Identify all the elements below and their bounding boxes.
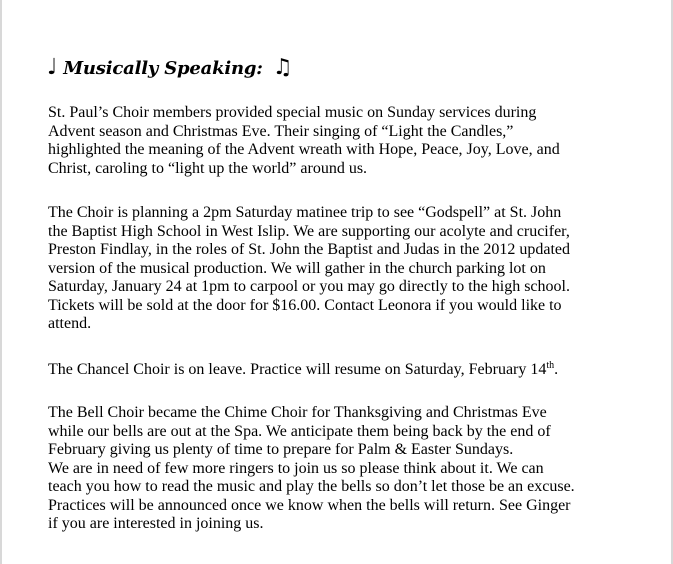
paragraph-bell-choir [48,404,648,534]
paragraph-advent-music [48,104,648,178]
text-line: February giving us plenty of time to prepare for Palm & Easter Sundays. [48,441,514,458]
paragraph-godspell-trip [48,204,648,334]
text-line: version of the musical production. We will gather in the church parking lot on [48,259,546,277]
chancel-end: . [554,361,559,378]
text-line: teach you how to read the music and play the bells so don’t let those be an excuse. [48,478,575,495]
beamed-notes-icon: ♫ [272,55,293,80]
text-line: St. Paul’s Choir members provided special music on Sunday services during [48,104,537,121]
section-title: Musically Speaking: [63,57,263,79]
text-line: The Choir is planning a 2pm Saturday matinee trip to see “Godspell” at St. John [48,204,562,221]
page-border-left [0,0,2,564]
text-line: Tickets will be sold at the door for $16.00. Contact Leonora if you would like to [48,296,562,314]
section-heading [47,54,292,82]
text-line: The Bell Choir became the Chime Choir for Thanksgiving and Christmas Eve [48,404,547,421]
text-line [48,361,648,380]
paragraph-chancel-choir [48,361,648,380]
text-line: We are in need of few more ringers to join us so please think about it. We can [48,459,544,477]
text-line: Christ, caroling to “light up the world” around us. [48,159,368,177]
quarter-note-icon: ♩ [47,55,58,80]
text-line: Preston Findlay, in the roles of St. John the Baptist and Judas in the 2012 updated [48,241,571,258]
text-line: Advent season and Christmas Eve. Their singing of “Light the Candles,” [48,122,514,140]
text-line: highlighted the meaning of the Advent wreath with Hope, Peace, Joy, Love, and [48,141,560,158]
text-line: Saturday, January 24 at 1pm to carpool or you may go directly to the high school. [48,278,570,295]
text-line: if you are interested in joining us. [48,515,264,532]
text-line: while our bells are out at the Spa. We anticipate them being back by the end of [48,422,551,440]
ordinal-suffix: th [546,360,555,371]
text-line: Practices will be announced once we know when the bells will return. See Ginger [48,496,571,514]
text-line: attend. [48,315,92,332]
chancel-text: The Chancel Choir is on leave. Practice will resume on Saturday, February 14 [48,361,547,378]
text-line: the Baptist High School in West Islip. We are supporting our acolyte and crucifer, [48,222,570,240]
